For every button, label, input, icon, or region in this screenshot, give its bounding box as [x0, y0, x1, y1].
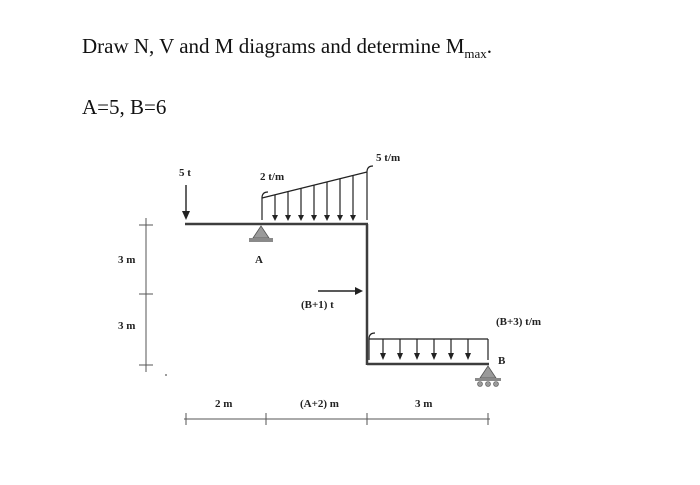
vertical-dim-bottom-label: 3 m [118, 320, 136, 332]
dist-load-start-label: 2 t/m [260, 171, 285, 183]
uniform-load-label: (B+3) t/m [496, 316, 542, 328]
frame-members [185, 224, 489, 365]
horizontal-dimension [184, 413, 490, 425]
vertical-dim-top-label: 3 m [118, 254, 136, 266]
point-load-arrow [182, 185, 190, 220]
roller-support-b [475, 366, 501, 387]
uniform-load [369, 333, 488, 360]
point-load-label: 5 t [179, 167, 191, 179]
dist-load-end-label: 5 t/m [376, 152, 401, 164]
statement-subscript: max [464, 46, 487, 61]
statement-text: Draw N, V and M diagrams and determine M [82, 34, 465, 58]
given-values: A=5, B=6 [82, 95, 167, 119]
pin-support-a [249, 226, 273, 242]
span-middle-label: (A+2) m [300, 398, 339, 410]
support-a-label: A [255, 254, 263, 266]
span-right-label: 3 m [415, 398, 433, 410]
span-left-label: 2 m [215, 398, 233, 410]
horizontal-load-label: (B+1) t [301, 299, 334, 311]
support-b-label: B [498, 355, 506, 367]
vertical-dimension [139, 218, 153, 372]
horizontal-load-arrow [318, 287, 363, 295]
dimension-dot [165, 374, 167, 376]
statement-period: . [486, 34, 493, 58]
